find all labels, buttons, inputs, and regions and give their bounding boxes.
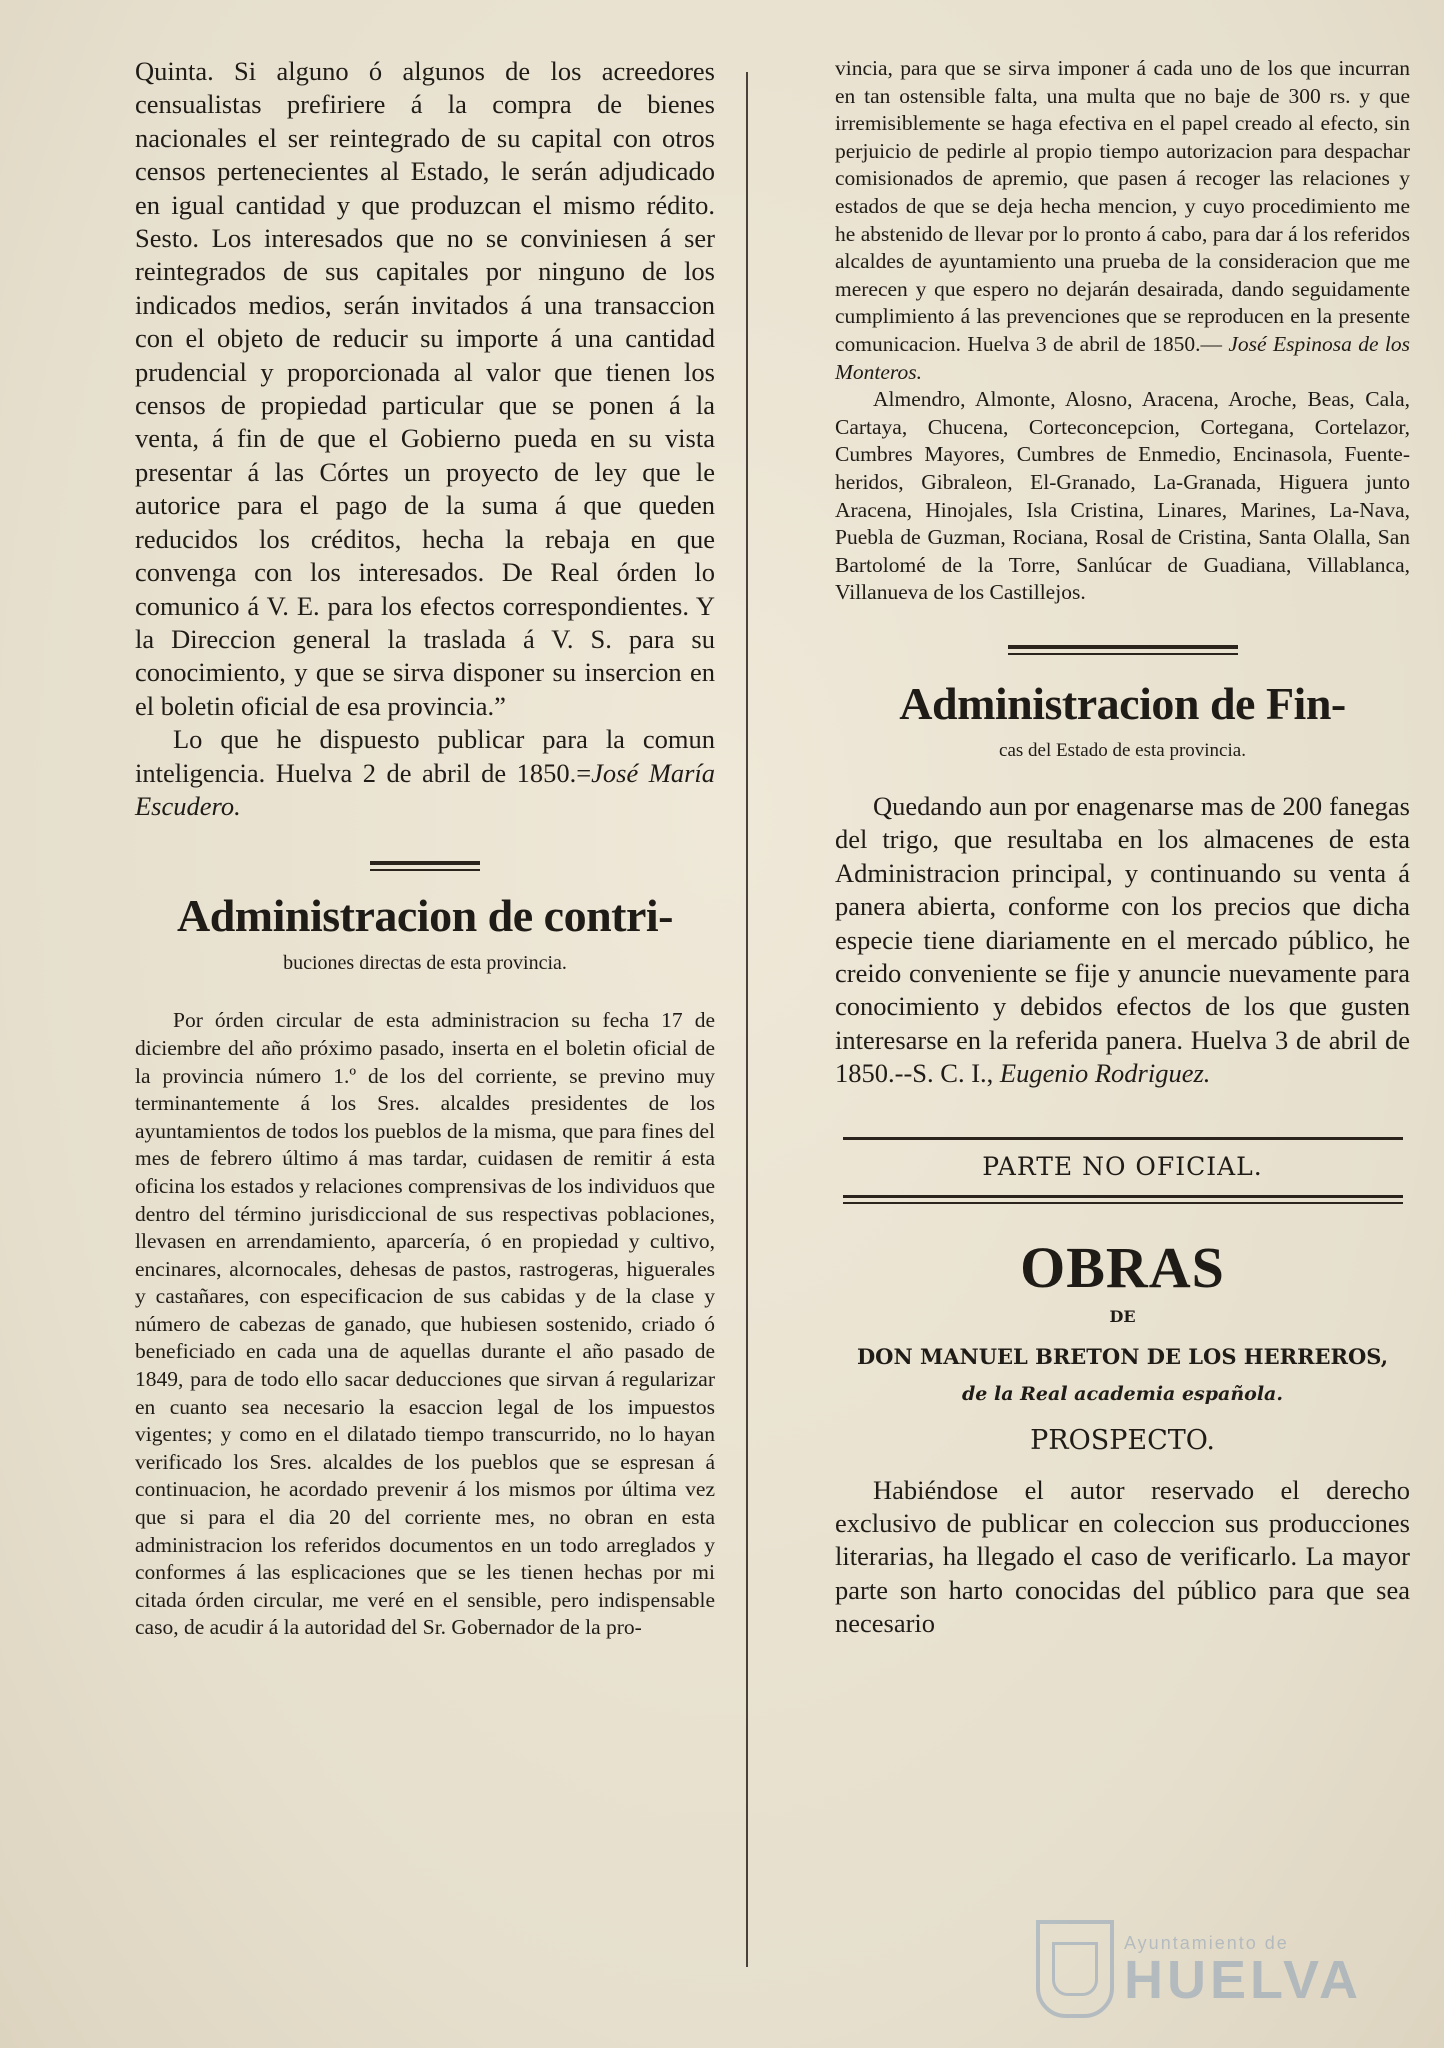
parte-no-oficial-title: PARTE NO OFICIAL. [982,1151,1263,1181]
left-column [135,55,715,1642]
right-paragraph-1-text: vincia, para que se sirva imponer á cada uno de los que incurran en tan ostensible falta, una multa que no baje de 300 rs. y que irremisiblemente se haga efectiva en el papel creado al efecto, sin perjuicio de pedirle al propio tiempo autorizacion para despachar comisionados de apremio, que pasen á recoger las relaciones y estados de que se deja hecha mencion, y cuyo procedimiento me he abstenido de llevar por lo pronto á cabo, para dar á los referidos alcaldes de ayuntamiento una prueba de la consideracion que me merecen y que espero no dejarán desairada, dando seguidamente cumplimiento á las prevenciones que se reproducen en la presente comunicacion. Huelva 3 de abril de 1850.— [835,56,1410,356]
right-section-heading: Administracion de Fin- [899,677,1346,729]
right-ornament-rule-1 [835,645,1410,655]
right-ornament-rule-2 [835,1137,1410,1140]
watermark-big-text: HUELVA [1124,1949,1362,2010]
right-paragraph-1 [835,55,1410,386]
right-town-list: Almendro, Almonte, Alosno, Aracena, Aroche, Beas, Cala, Cartaya, Chucena, Corteconcepcion, Cortegana, Cortelazor, Cumbres Mayores, Cumbres de Enmedio, Encinasola, Fuente-heridos, Gibraleon, El-Granado, La-Granada, Higuera junto Aracena, Hinojales, Isla Cristina, Linares, Marines, La-Nava, Puebla de Guzman, Rociana, Rosal de Cristina, Santa Olalla, San Bartolomé de la Torre, Sanlúcar de Guadiana, Villablanca, Villanueva de los Castillejos. [835,387,1410,605]
right-section-subheading: cas del Estado de esta provincia. [999,739,1246,761]
right-paragraph-3-signature: Eugenio Rodriguez. [999,1058,1211,1089]
right-ornament-rule-3 [835,1195,1410,1204]
left-section-heading: Administracion de contri- [176,890,673,942]
prospecto-title: PROSPECTO. [1030,1424,1215,1456]
column-divider [746,72,748,1967]
right-paragraph-4: Habiéndose el autor reservado el derecho exclusivo de publicar en coleccion sus producciones literarias, ha llegado el caso de verificarlo. La mayor parte son harto conocidas del público para que sea necesario [835,1474,1410,1639]
obras-de: DE [1109,1306,1136,1326]
obras-title: OBRAS [1020,1234,1225,1300]
archive-watermark [1036,1920,1362,2018]
left-section-subheading: buciones directas de esta provincia. [283,952,567,975]
right-paragraph-3 [835,790,1410,1091]
shield-icon [1036,1920,1114,2018]
watermark-small-text: Ayuntamiento de [1124,1932,1289,1953]
left-paragraph-3: Por órden circular de esta administracion su fecha 17 de diciembre del año próximo pasado, inserta en el boletin oficial de la provincia número 1.º de los del corriente, se previno muy terminantemente á los Sres. alcaldes presidentes de los ayuntamientos de todos los pueblos de la misma, que para fines del mes de febrero último á mas tardar, cuidasen de remitir á esta oficina los estados y relaciones comprensivas de los individuos que dentro del término jurisdiccional de sus respectivas poblaciones, llevasen en arrendamiento, aparcería, ó en propiedad y cultivo, encinares, alcornocales, dehesas de pastos, rastrogeras, higuerales y castañares, con especificacion de sus cabidas y de la clase y número de cabezas de ganado, que hubiesen sostenido, criado ó beneficiado en cada una de aquellas durante el año pasado de 1849, para de todo ello sacar deducciones que sirvan á regularizar en cuanto sea necesario la esaccion legal de los impuestos vigentes; y como en el dilatado tiempo transcurrido, no lo hayan verificado los Sres. alcaldes de los pueblos que se espresan á continuacion, he acordado prevenir á los mismos por última vez que si para el dia 20 del corriente mes, no obran en esta administracion los referidos documentos en un todo arreglados y conformes á las esplicaciones que se les tienen hechas por mi citada órden circular, me veré en el sensible, pero indispensable caso, de acudir á la autoridad del Sr. Gobernador de la pro- [135,1008,715,1640]
left-paragraph-1: Quinta. Si alguno ó algunos de los acreedores censualistas prefiriere á la compra de bienes nacionales el ser reintegrado de su capital con otros censos pertenecientes al Estado, le serán adjudicado en igual cantidad y que produzcan el mismo rédito. Sesto. Los interesados que no se conviniesen á ser reintegrados de sus capitales por ninguno de los indicados medios, serán invitados á una transaccion con el objeto de reducir su importe á una cantidad prudencial y proporcionada al valor que tienen los censos de propiedad particular que se ponen á la venta, á fin de que el Gobierno pueda en su vista presentar á las Córtes un proyecto de ley que le autorice para el pago de la suma á que queden reducidos los créditos, hecha la rebaja en que convenga con los interesados. De Real órden lo comunico á V. E. para los efectos correspondientes. Y la Direccion general la traslada á V. S. para su conocimiento, y que se sirva disponer su insercion en el boletin oficial de esa provincia.” [135,56,715,721]
right-paragraph-1-signature: José Espinosa de los Monteros. [835,331,1410,384]
right-paragraph-3-text: Quedando aun por enagenarse mas de 200 fanegas del trigo, que resultaba en los almacenes de esta Administracion principal, y continuando su venta á panera abierta, conforme con los precios que dicha especie tiene diariamente en el mercado público, he creido conveniente se fije y anuncie nuevamente para conocimiento y debidos efectos de los que gusten interesarse en la referida panera. Huelva 3 de abril de 1850.--S. C. I., [835,790,1410,1089]
left-ornament-rule [135,861,715,871]
left-paragraph-2-text: Lo que he dispuesto publicar para la comun inteligencia. Huelva 2 de abril de 1850.= [135,724,715,788]
left-paragraph-2-signature: José María Escudero. [135,757,715,821]
author-name: DON MANUEL BRETON DE LOS HERREROS, [856,1343,1389,1369]
left-paragraph-2 [135,723,715,823]
right-column [835,55,1410,1641]
academy-line: de la Real academia española. [962,1382,1283,1405]
